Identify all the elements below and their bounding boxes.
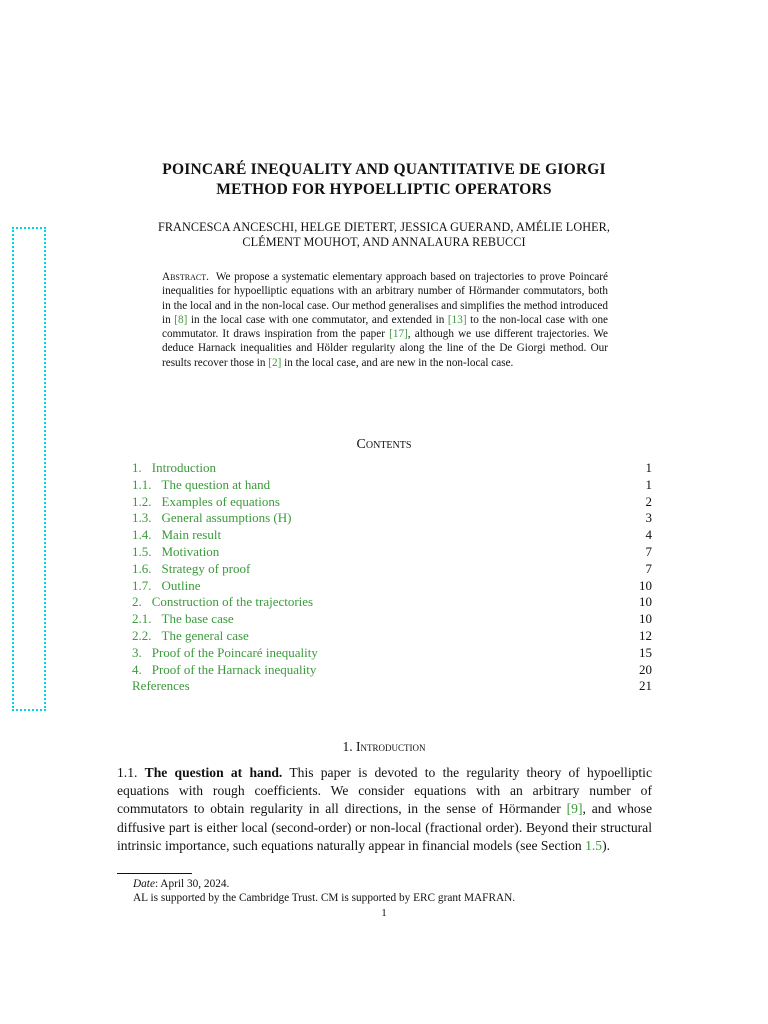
- toc-entry-label: The question at hand: [161, 476, 271, 492]
- table-of-contents: [132, 460, 652, 695]
- toc-entry-link[interactable]: [132, 578, 201, 595]
- toc-entry-label: General assumptions (H): [161, 510, 292, 526]
- toc-entry[interactable]: [132, 494, 652, 511]
- toc-entry-label: Motivation: [161, 543, 220, 559]
- toc-entry-number: 4.: [132, 661, 142, 677]
- toc-entry-page: 21: [639, 678, 652, 694]
- toc-entry-label: The base case: [161, 611, 234, 627]
- toc-entry-label: The general case: [161, 627, 249, 643]
- toc-entry-page: 10: [639, 577, 652, 593]
- toc-entry-link[interactable]: [132, 544, 219, 561]
- toc-entry-link[interactable]: [132, 510, 291, 527]
- toc-entry-link[interactable]: [132, 628, 249, 645]
- toc-entry[interactable]: [132, 678, 652, 695]
- abstract-label: Abstract.: [162, 271, 209, 283]
- toc-entry-number: 1.7.: [132, 577, 152, 593]
- toc-entry-page: 1: [645, 460, 652, 475]
- toc-entry-number: 1.5.: [132, 543, 152, 559]
- subsection-title: The question at hand.: [144, 765, 283, 780]
- toc-entry-number: 1.6.: [132, 560, 152, 576]
- toc-entry-link[interactable]: [132, 527, 221, 544]
- toc-entry-number: 1.2.: [132, 493, 152, 509]
- toc-entry-page: 15: [639, 644, 652, 660]
- toc-entry-number: 1.: [132, 460, 142, 475]
- toc-entry[interactable]: [132, 510, 652, 527]
- title-line-2: METHOD FOR HYPOELLIPTIC OPERATORS: [216, 181, 552, 198]
- toc-entry-page: 4: [645, 527, 652, 543]
- toc-entry-link[interactable]: [132, 611, 234, 628]
- paper-title: [100, 160, 668, 200]
- abstract-text-5: in the local case, and are new in the non-local case.: [284, 356, 514, 369]
- toc-entry-link[interactable]: [132, 594, 313, 611]
- dotted-frame: [12, 227, 46, 711]
- subsection-number: 1.1.: [117, 765, 138, 780]
- toc-entry[interactable]: [132, 611, 652, 628]
- citation-link-13[interactable]: [13]: [447, 313, 467, 326]
- footnote-date: [133, 877, 515, 891]
- toc-entry[interactable]: [132, 460, 652, 477]
- toc-entry-page: 7: [645, 543, 652, 559]
- abstract-text-4: , although we use different trajectories. We deduce Harnack inequalities and Hölder regularity along the line of the De Giorgi method. Our results recover those in: [162, 328, 608, 369]
- toc-entry-link[interactable]: [132, 460, 216, 477]
- toc-entry[interactable]: [132, 578, 652, 595]
- toc-entry-link[interactable]: [132, 561, 250, 578]
- section-number: 1.: [342, 739, 353, 754]
- toc-entry-link[interactable]: [132, 494, 280, 511]
- abstract-text-2: in the local case with one commutator, and extended in: [190, 313, 445, 326]
- toc-entry-page: 7: [645, 560, 652, 576]
- toc-entry[interactable]: [132, 544, 652, 561]
- toc-entry-page: 20: [639, 661, 652, 677]
- toc-entry[interactable]: [132, 561, 652, 578]
- toc-entry[interactable]: [132, 477, 652, 494]
- toc-entry-number: 3.: [132, 644, 142, 660]
- toc-entry-link[interactable]: [132, 662, 316, 679]
- toc-entry-page: 12: [639, 627, 652, 643]
- authors-line-2: CLÉMENT MOUHOT, AND ANNALAURA REBUCCI: [242, 235, 526, 249]
- title-line-1: POINCARÉ INEQUALITY AND QUANTITATIVE DE GIORGI: [162, 161, 606, 178]
- toc-entry-label: Examples of equations: [161, 493, 280, 509]
- toc-entry[interactable]: [132, 594, 652, 611]
- section-heading-introduction: [100, 739, 668, 755]
- toc-entry[interactable]: [132, 645, 652, 662]
- toc-entry-number: 1.1.: [132, 476, 152, 492]
- intro-text-3: ).: [602, 837, 611, 853]
- toc-entry-label: References: [132, 678, 190, 694]
- toc-entry-page: 1: [645, 476, 652, 492]
- footnotes: [133, 877, 515, 905]
- toc-entry-number: 2.2.: [132, 627, 152, 643]
- footnote-funding: AL is supported by the Cambridge Trust. CM is supported by ERC grant MAFRAN.: [133, 892, 516, 904]
- toc-entry-number: 2.1.: [132, 611, 152, 627]
- contents-heading: Contents: [356, 437, 412, 452]
- citation-link-9[interactable]: [9]: [566, 801, 583, 817]
- citation-link-17[interactable]: [17]: [389, 328, 408, 341]
- toc-entry-label: Proof of the Poincaré inequality: [151, 644, 318, 660]
- toc-entry-label: Proof of the Harnack inequality: [151, 661, 317, 677]
- citation-link-8[interactable]: [8]: [174, 313, 188, 326]
- toc-entry-page: 2: [645, 493, 652, 509]
- intro-text-2: , and whose diffusive part is either local (second-order) or non-local (fractional order). Beyond their structural intrinsic importance, such equations naturally appear in financial models (see Section: [117, 801, 652, 853]
- toc-entry-number: 1.3.: [132, 510, 152, 526]
- toc-entry-label: Outline: [161, 577, 201, 593]
- date-value: : April 30, 2024.: [154, 878, 230, 890]
- abstract-text-1: We propose a systematic elementary approach based on trajectories to prove Poincaré inequalities for hypoelliptic equations with an arbitrary number of Hörmander commutators, both in the local and in the non-local case. Our method generalises and simplifies the method introduced in: [162, 271, 608, 326]
- toc-entry-page: 3: [645, 510, 652, 526]
- abstract: [162, 270, 608, 370]
- abstract-text-3: to the non-local case with one commutator. It draws inspiration from the paper: [162, 313, 609, 341]
- toc-entry[interactable]: [132, 662, 652, 679]
- section-link-1-5[interactable]: 1.5: [585, 837, 603, 853]
- toc-entry-label: Strategy of proof: [161, 560, 251, 576]
- authors-line-1: FRANCESCA ANCESCHI, HELGE DIETERT, JESSICA GUERAND, AMÉLIE LOHER,: [157, 220, 611, 234]
- intro-text-1: This paper is devoted to the regularity theory of hypoelliptic equations with rough coefficients. We consider equations with an arbitrary number of commutators to obtain regularity in all directions, in the sense of Hörmander: [117, 765, 652, 817]
- toc-entry-label: Main result: [161, 527, 222, 543]
- intro-paragraph: [117, 764, 652, 855]
- citation-link-2[interactable]: [2]: [268, 356, 282, 369]
- section-title: Introduction: [356, 739, 426, 754]
- toc-entry-link[interactable]: [132, 645, 318, 662]
- toc-entry-label: Construction of the trajectories: [151, 594, 314, 610]
- page-number: 1: [381, 907, 387, 919]
- toc-entry-label: Introduction: [151, 460, 217, 475]
- toc-entry[interactable]: [132, 628, 652, 645]
- toc-entry-page: 10: [639, 594, 652, 610]
- toc-entry-number: 2.: [132, 594, 142, 610]
- toc-entry-link[interactable]: [132, 477, 270, 494]
- toc-entry-link[interactable]: [132, 678, 190, 695]
- toc-entry-number: 1.4.: [132, 527, 152, 543]
- toc-entry[interactable]: [132, 527, 652, 544]
- footnote-rule: [117, 873, 192, 874]
- date-label: Date: [133, 878, 155, 890]
- author-list: [120, 220, 648, 250]
- toc-entry-page: 10: [639, 611, 652, 627]
